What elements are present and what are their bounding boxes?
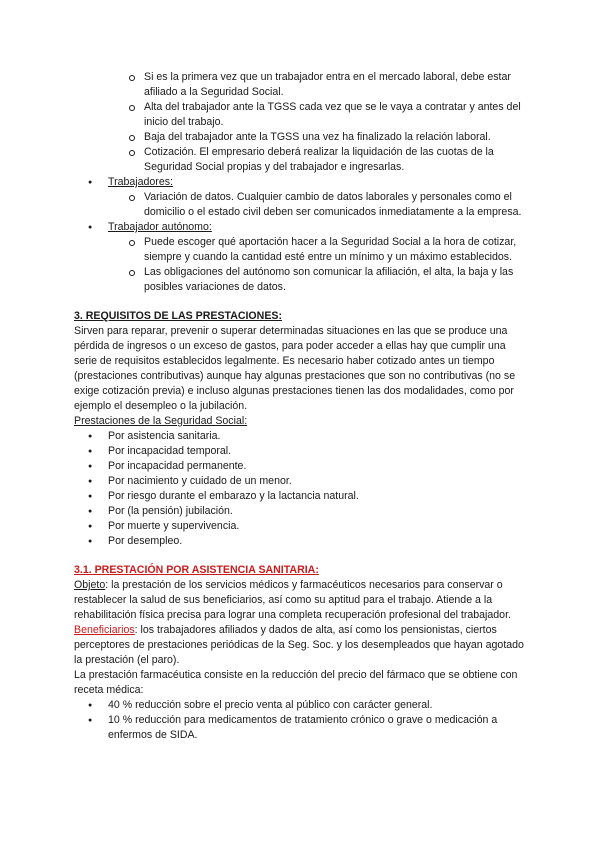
section-3: [74, 309, 526, 549]
list-item: ● Por incapacidad permanente.: [74, 459, 526, 474]
trabajadores-item: [74, 175, 526, 220]
list-item: Alta del trabajador ante la TGSS cada vez que se le vaya a contratar y antes del inicio del trabajo.: [74, 100, 526, 130]
employer-obligations-list: [74, 70, 526, 175]
list-item: Puede escoger qué aportación hacer a la Seguridad Social a la hora de cotizar, siempre y cuando la cantidad esté entre un mínimo y un máximo establecidos.: [108, 235, 526, 265]
objeto-paragraph: [74, 578, 526, 623]
list-item: Cotización. El empresario deberá realizar la liquidación de las cuotas de la Seguridad Social propias y del trabajador e ingresarlas.: [74, 145, 526, 175]
section-3-1: [74, 563, 526, 743]
list-item: ● 10 % reducción para medicamentos de tratamiento crónico o grave o medicación a enfermos de SIDA.: [74, 713, 526, 743]
list-item: Las obligaciones del autónomo son comunicar la afiliación, el alta, la baja y las posibles variaciones de datos.: [108, 265, 526, 295]
autonomo-sublist: [108, 235, 526, 295]
beneficiarios-paragraph: [74, 623, 526, 668]
trabajadores-label: Trabajadores:: [108, 176, 173, 188]
beneficiarios-label: Beneficiarios: [74, 624, 135, 636]
objeto-text: : la prestación de los servicios médicos y farmacéuticos necesarios para conservar o restablecer la salud de sus beneficiarios, así como su aptitud para el trabajo. Atiende a la rehabilitación física precisa para lograr una completa recuperación profesional del trabajador.: [74, 579, 511, 621]
beneficiarios-text: : los trabajadores afiliados y dados de alta, así como los pensionistas, ciertos perceptores de prestaciones periódicas de la Seg. Soc. y los desempleados que hayan agotado la prestación (el paro).: [74, 624, 524, 666]
list-item: ● Por desempleo.: [74, 534, 526, 549]
list-item: ● Por (la pensión) jubilación.: [74, 504, 526, 519]
farmaceutica-paragraph: La prestación farmacéutica consiste en la reducción del precio del fármaco que se obtiene con receta médica:: [74, 669, 518, 696]
page-content: [74, 70, 526, 743]
list-item: ● Por asistencia sanitaria.: [74, 429, 526, 444]
prestaciones-label: Prestaciones de la Seguridad Social:: [74, 415, 248, 427]
list-item: Variación de datos. Cualquier cambio de datos laborales y personales como el domicilio o el estado civil deben ser comunicados inmediatamente a la empresa.: [108, 190, 526, 220]
list-item: ● 40 % reducción sobre el precio venta al público con carácter general.: [74, 698, 526, 713]
list-item: ● Por muerte y supervivencia.: [74, 519, 526, 534]
list-item: ● Por incapacidad temporal.: [74, 444, 526, 459]
section-3-heading: 3. REQUISITOS DE LAS PRESTACIONES:: [74, 310, 282, 322]
trabajadores-sublist: [108, 190, 526, 220]
list-item: ● Por nacimiento y cuidado de un menor.: [74, 474, 526, 489]
section-3-intro: Sirven para reparar, prevenir o superar determinadas situaciones en las que se produce una pérdida de ingresos o un exceso de gastos, para poder acceder a ellas hay que cumplir una serie de requisitos establecidos legalmente. Es necesario haber cotizado antes un tiempo (prestaciones contributivas) aunque hay algunas prestaciones que son no contributivas (no se exige cotización previa) e incluso algunas prestaciones tienen las dos modalidades, como por ejemplo el desempleo o la jubilación.: [74, 325, 516, 412]
list-item: Si es la primera vez que un trabajador entra en el mercado laboral, debe estar afiliado a la Seguridad Social.: [74, 70, 526, 100]
autonomo-item: [74, 220, 526, 295]
section-3-1-heading: 3.1. PRESTACIÓN POR ASISTENCIA SANITARIA:: [74, 564, 319, 576]
obligations-outer-list: [74, 175, 526, 295]
reduccion-list: [74, 698, 526, 743]
autonomo-label: Trabajador autónomo:: [108, 221, 212, 233]
list-item: Baja del trabajador ante la TGSS una vez ha finalizado la relación laboral.: [74, 130, 526, 145]
objeto-label: Objeto: [74, 579, 106, 591]
prestaciones-list: [74, 429, 526, 549]
list-item: ● Por riesgo durante el embarazo y la lactancia natural.: [74, 489, 526, 504]
